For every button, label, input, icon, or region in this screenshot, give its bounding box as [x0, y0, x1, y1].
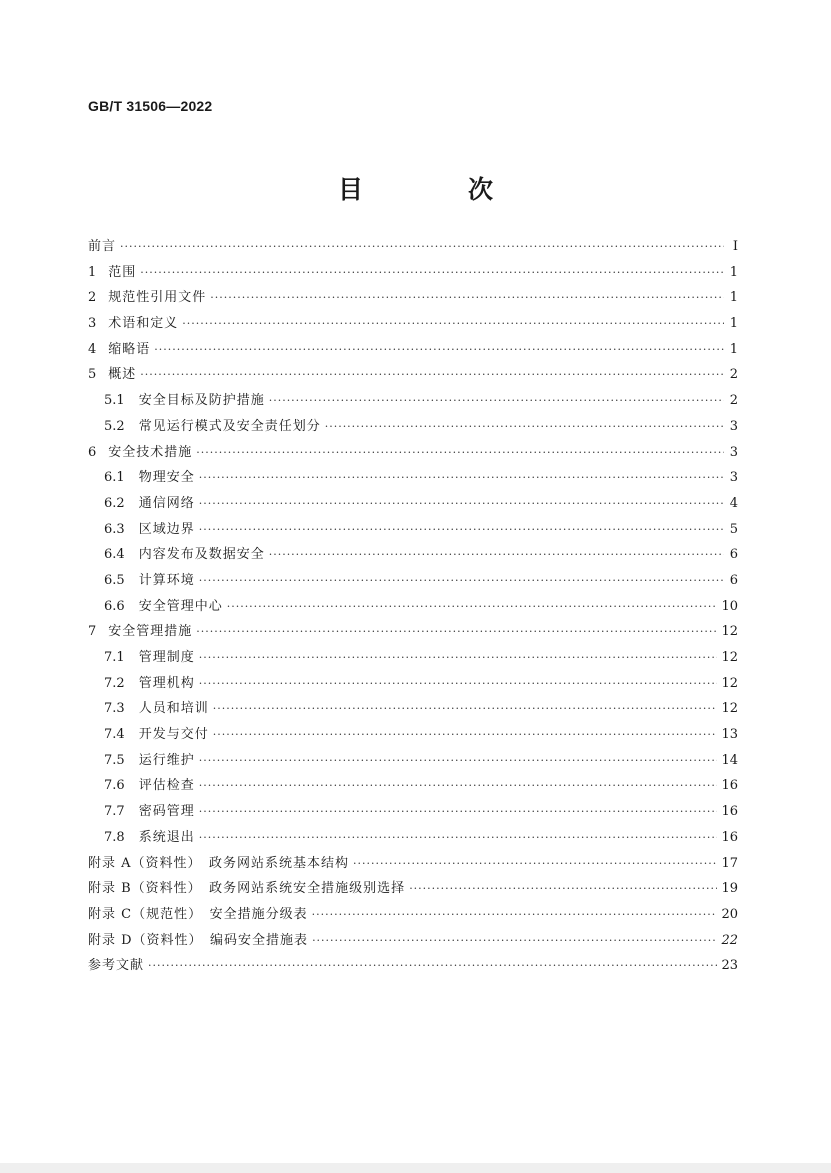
toc-entry-label: 区域边界 [138, 521, 195, 537]
toc-entry-label: 概述 [108, 367, 137, 383]
toc-leader-dots [199, 671, 718, 697]
toc-entry[interactable] [88, 902, 738, 928]
toc-leader-dots [140, 362, 724, 388]
toc-entry[interactable] [88, 748, 738, 774]
toc-entry[interactable] [88, 928, 738, 954]
toc-entry-label: 范围 [108, 264, 137, 280]
toc-entry-label: 计算环境 [138, 572, 195, 588]
toc-entry-number: 5 [88, 367, 97, 383]
toc-leader-dots [210, 285, 724, 311]
toc-leader-dots [325, 414, 724, 440]
toc-entry[interactable] [88, 619, 738, 645]
toc-leader-dots [199, 465, 724, 491]
page-bottom-strip [0, 1163, 831, 1173]
toc-entry-label: 安全目标及防护措施 [138, 393, 265, 409]
toc-entry-label: 系统退出 [138, 829, 195, 845]
toc-leader-dots [154, 337, 724, 363]
toc-entry-label: 安全技术措施 [108, 444, 193, 460]
toc-entry-label: 常见运行模式及安全责任划分 [138, 418, 321, 434]
toc-leader-dots [199, 517, 724, 543]
toc-entry[interactable] [88, 825, 738, 851]
toc-entry-label: 前言 [88, 239, 117, 254]
toc-leader-dots [148, 953, 717, 979]
toc-leader-dots [213, 696, 718, 722]
toc-entry-page: 1 [729, 264, 738, 280]
toc-entry-label: 安全管理中心 [138, 598, 223, 614]
toc-entry-label: 密码管理 [138, 804, 195, 820]
toc-entry[interactable] [88, 773, 738, 799]
toc-entry-number: 6.5 [104, 572, 125, 588]
toc-entry[interactable] [88, 594, 738, 620]
toc-entry[interactable] [88, 285, 738, 311]
toc-entry-label: 附录 B（资料性） 政务网站系统安全措施级别选择 [88, 881, 406, 897]
toc-entry-number: 6.6 [104, 598, 125, 614]
toc-entry-page: 20 [721, 906, 738, 922]
toc-entry-page: 3 [729, 444, 738, 460]
toc-entry-label: 规范性引用文件 [108, 290, 207, 306]
toc-entry-page: 12 [721, 701, 738, 717]
toc-entry-page: 12 [721, 675, 738, 691]
toc-leader-dots [120, 234, 724, 260]
toc-entry-page: 22 [721, 932, 738, 948]
toc-entry-page: 16 [721, 829, 738, 845]
toc-leader-dots [199, 645, 718, 671]
toc-entry-number: 7.2 [104, 675, 125, 691]
toc-entry-page: 1 [729, 290, 738, 306]
toc-entry-page: 13 [721, 727, 738, 743]
toc-entry[interactable] [88, 696, 738, 722]
toc-entry-page: 10 [721, 598, 738, 614]
toc-entry-label: 人员和培训 [138, 701, 209, 717]
toc-entry-label: 物理安全 [138, 470, 195, 486]
toc-entry-number: 6.4 [104, 547, 125, 563]
toc-entry[interactable] [88, 311, 738, 337]
toc-leader-dots [269, 388, 724, 414]
toc-entry-page: 6 [729, 547, 738, 563]
toc-leader-dots [213, 722, 718, 748]
toc-leader-dots [199, 773, 718, 799]
table-of-contents [88, 234, 738, 979]
toc-entry-number: 7.7 [104, 804, 125, 820]
toc-entry[interactable] [88, 671, 738, 697]
toc-entry-page: 2 [729, 367, 738, 383]
toc-entry[interactable] [88, 722, 738, 748]
toc-entry-page: 1 [729, 341, 738, 357]
toc-entry-page: 16 [721, 804, 738, 820]
toc-entry[interactable] [88, 234, 738, 260]
toc-entry-page: 23 [721, 958, 738, 974]
toc-leader-dots [199, 491, 724, 517]
toc-entry-page: 3 [729, 470, 738, 486]
toc-entry-label: 开发与交付 [138, 727, 209, 743]
toc-entry[interactable] [88, 645, 738, 671]
toc-entry[interactable] [88, 337, 738, 363]
toc-entry[interactable] [88, 260, 738, 286]
toc-entry[interactable] [88, 388, 738, 414]
toc-entry-label: 评估检查 [138, 778, 195, 794]
toc-entry-label: 内容发布及数据安全 [138, 547, 265, 563]
toc-leader-dots [199, 748, 718, 774]
toc-entry[interactable] [88, 440, 738, 466]
page-title: 目 次 [337, 175, 533, 204]
toc-leader-dots [196, 440, 724, 466]
toc-leader-dots [140, 260, 724, 286]
toc-entry-page: Ⅰ [732, 239, 738, 254]
toc-entry-page: 14 [721, 752, 738, 768]
toc-leader-dots [269, 542, 724, 568]
toc-entry-page: 2 [729, 393, 738, 409]
toc-entry-label: 安全管理措施 [108, 624, 193, 640]
toc-leader-dots [199, 825, 718, 851]
toc-entry-number: 7.3 [104, 701, 125, 717]
toc-entry-number: 6.2 [104, 495, 125, 511]
toc-leader-dots [182, 311, 724, 337]
toc-leader-dots [227, 594, 718, 620]
toc-entry-label: 运行维护 [138, 752, 195, 768]
toc-entry-number: 4 [88, 341, 97, 357]
toc-entry-label: 管理制度 [138, 650, 195, 665]
toc-entry-number: 7.1 [104, 650, 125, 665]
toc-entry-page: 12 [721, 624, 738, 640]
toc-entry-number: 5.1 [104, 393, 125, 409]
toc-entry-label: 管理机构 [138, 675, 195, 691]
toc-entry[interactable] [88, 876, 738, 902]
toc-entry[interactable] [88, 568, 738, 594]
toc-leader-dots [353, 851, 717, 877]
toc-entry-number: 6.3 [104, 521, 125, 537]
toc-entry[interactable] [88, 953, 738, 979]
toc-leader-dots [199, 568, 724, 594]
toc-entry-number: 6 [88, 444, 97, 460]
toc-leader-dots [196, 619, 717, 645]
toc-leader-dots [312, 902, 718, 928]
toc-entry[interactable] [88, 517, 738, 543]
toc-entry-number: 7 [88, 624, 97, 640]
toc-entry-label: 缩略语 [108, 341, 151, 357]
toc-entry[interactable] [88, 465, 738, 491]
toc-entry[interactable] [88, 491, 738, 517]
toc-entry-number: 6.1 [104, 470, 125, 486]
toc-entry-page: 6 [729, 572, 738, 588]
toc-leader-dots [312, 928, 717, 954]
toc-entry-number: 5.2 [104, 418, 125, 434]
toc-entry-number: 2 [88, 290, 97, 306]
toc-leader-dots [409, 876, 717, 902]
toc-entry-page: 4 [729, 495, 738, 511]
toc-entry-number: 7.5 [104, 752, 125, 768]
toc-entry-label: 附录 C（规范性） 安全措施分级表 [88, 906, 308, 922]
toc-entry-page: 16 [721, 778, 738, 794]
toc-entry-number: 7.6 [104, 778, 125, 794]
toc-entry-number: 3 [88, 316, 97, 332]
toc-entry-label: 附录 D（资料性） 编码安全措施表 [88, 932, 309, 948]
document-code: GB/T 31506—2022 [88, 98, 213, 114]
toc-entry[interactable] [88, 851, 738, 877]
toc-entry[interactable] [88, 542, 738, 568]
toc-entry-page: 3 [729, 418, 738, 434]
toc-entry[interactable] [88, 362, 738, 388]
toc-entry-page: 12 [721, 650, 738, 665]
toc-entry-label: 通信网络 [138, 495, 195, 511]
toc-entry[interactable] [88, 799, 738, 825]
toc-entry-label: 术语和定义 [108, 316, 179, 332]
toc-entry-label: 附录 A（资料性） 政务网站系统基本结构 [88, 855, 350, 871]
toc-leader-dots [199, 799, 718, 825]
toc-entry-label: 参考文献 [88, 958, 145, 974]
toc-entry-number: 7.8 [104, 829, 125, 845]
toc-entry-number: 7.4 [104, 727, 125, 743]
toc-entry-page: 19 [721, 881, 738, 897]
toc-entry-number: 1 [88, 264, 97, 280]
toc-entry[interactable] [88, 414, 738, 440]
toc-entry-page: 1 [729, 316, 738, 332]
toc-entry-page: 5 [729, 521, 738, 537]
toc-entry-page: 17 [721, 855, 738, 871]
